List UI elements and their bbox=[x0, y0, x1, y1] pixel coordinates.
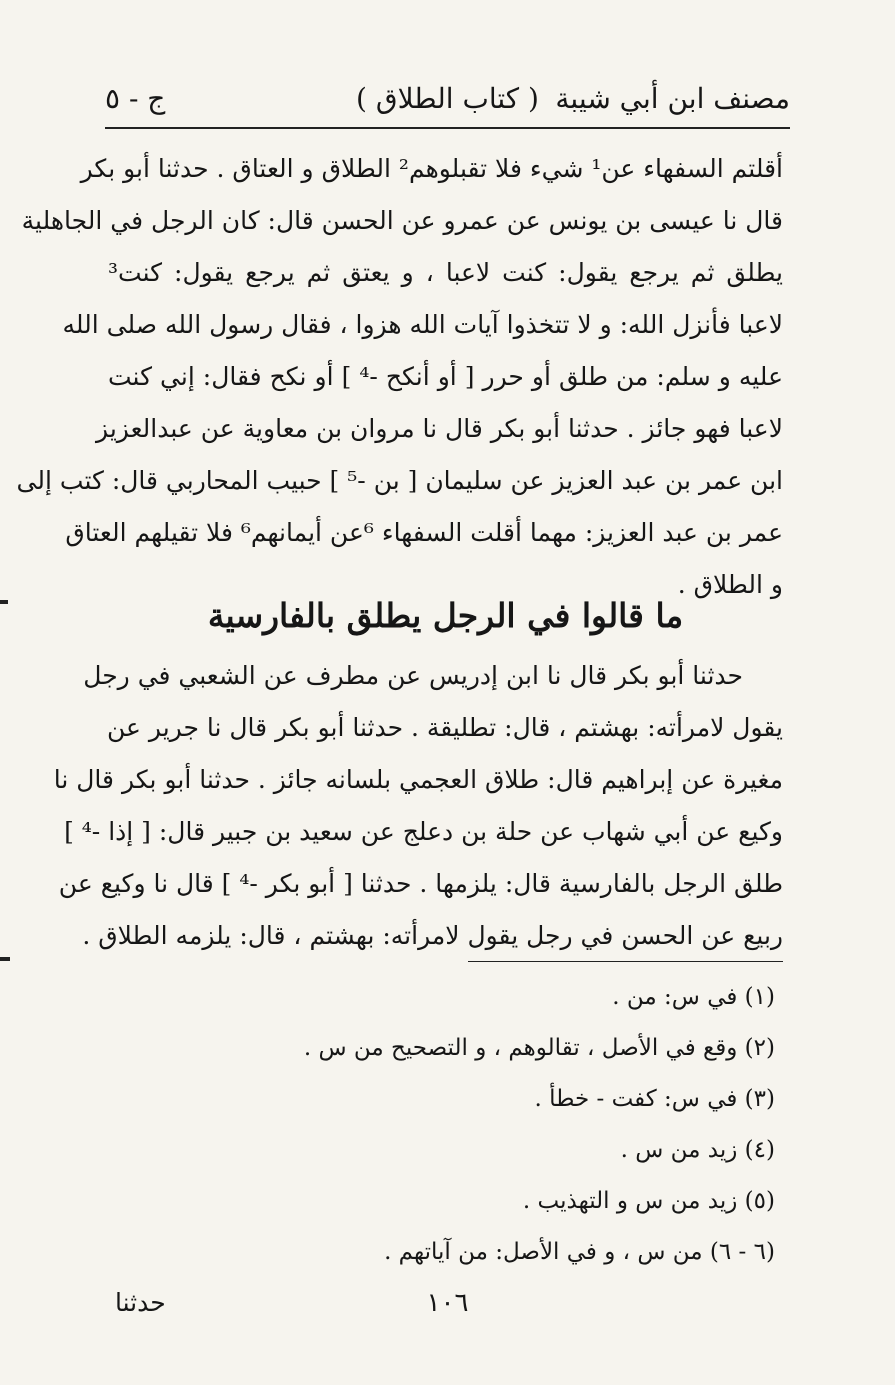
footnote: (١) في س: من . bbox=[612, 984, 775, 1010]
text-line: ربيع عن الحسن في رجل يقول لامرأته: بهشتم ، قال: يلزمه الطلاق . bbox=[82, 921, 783, 950]
text-line: عمر بن عبد العزيز: مهما أقلت السفهاء ⁶عن أيمانهم⁶ فلا تقيلهم العتاق bbox=[65, 518, 783, 547]
text-line: مغيرة عن إبراهيم قال: طلاق العجمي بلسانه جائز . حدثنا أبو بكر قال نا bbox=[53, 765, 783, 794]
text-line: يقول لامرأته: بهشتم ، قال: تطليقة . حدثنا أبو بكر قال نا جرير عن bbox=[107, 713, 783, 742]
footnotes bbox=[108, 972, 783, 1278]
text-line: عليه و سلم: من طلق أو حرر [ أو أنكح -⁴ ] أو نكح فقال: إني كنت bbox=[108, 362, 783, 391]
footnote: (٣) في س: كفت - خطأ . bbox=[534, 1086, 775, 1112]
header-book-title: مصنف ابن أبي شيبة bbox=[555, 82, 790, 115]
section-heading: ما قالوا في الرجل يطلق بالفارسية bbox=[207, 596, 684, 635]
footnote-rule bbox=[468, 961, 783, 962]
text-line: يطلق ثم يرجع يقول: كنت لاعبا ، و يعتق ثم يرجع يقول: كنت³ bbox=[108, 258, 783, 287]
margin-mark bbox=[0, 600, 8, 604]
text-line: لاعبا فهو جائز . حدثنا أبو بكر قال نا مروان بن معاوية عن عبدالعزيز bbox=[96, 414, 783, 443]
page-number: ١٠٦ bbox=[426, 1288, 469, 1318]
footnote: (٢) وقع في الأصل ، تقالوهم ، و التصحيح من س . bbox=[303, 1035, 775, 1061]
text-line: ابن عمر بن عبد العزيز عن سليمان [ بن -⁵ ] حبيب المحاربي قال: كتب إلى bbox=[16, 466, 783, 495]
footnote: (٦ - ٦) من س ، و في الأصل: من آياتهم . bbox=[384, 1239, 775, 1265]
text-line: و الطلاق . bbox=[677, 570, 783, 599]
footnote: (٥) زيد من س و التهذيب . bbox=[522, 1188, 775, 1214]
section1-text bbox=[16, 143, 783, 611]
header-rule bbox=[105, 127, 790, 129]
text-line: أقلتم السفهاء عن¹ شيء فلا تقبلوهم² الطلاق و العتاق . حدثنا أبو بكر bbox=[80, 154, 783, 183]
footnote: (٤) زيد من س . bbox=[620, 1137, 775, 1163]
header-volume: ج - ٥ bbox=[105, 82, 166, 115]
section2-text bbox=[53, 650, 783, 962]
text-line: لاعبا فأنزل الله: و لا تتخذوا آيات الله هزوا ، فقال رسول الله صلى الله bbox=[62, 310, 783, 339]
text-line: قال نا عيسى بن يونس عن عمرو عن الحسن قال: كان الرجل في الجاهلية bbox=[21, 206, 783, 235]
catchword: حدثنا bbox=[115, 1288, 166, 1317]
text-line: طلق الرجل بالفارسية قال: يلزمها . حدثنا [ أبو بكر -⁴ ] قال نا وكيع عن bbox=[58, 869, 783, 898]
text-line: وكيع عن أبي شهاب عن حلة بن دعلج عن سعيد بن جبير قال: [ إذا -⁴ ] bbox=[64, 817, 783, 846]
header-chapter-title: ( كتاب الطلاق ) bbox=[356, 82, 539, 115]
margin-mark bbox=[0, 957, 10, 961]
running-header bbox=[105, 82, 790, 122]
text-line: حدثنا أبو بكر قال نا ابن إدريس عن مطرف عن الشعبي في رجل bbox=[83, 661, 743, 690]
